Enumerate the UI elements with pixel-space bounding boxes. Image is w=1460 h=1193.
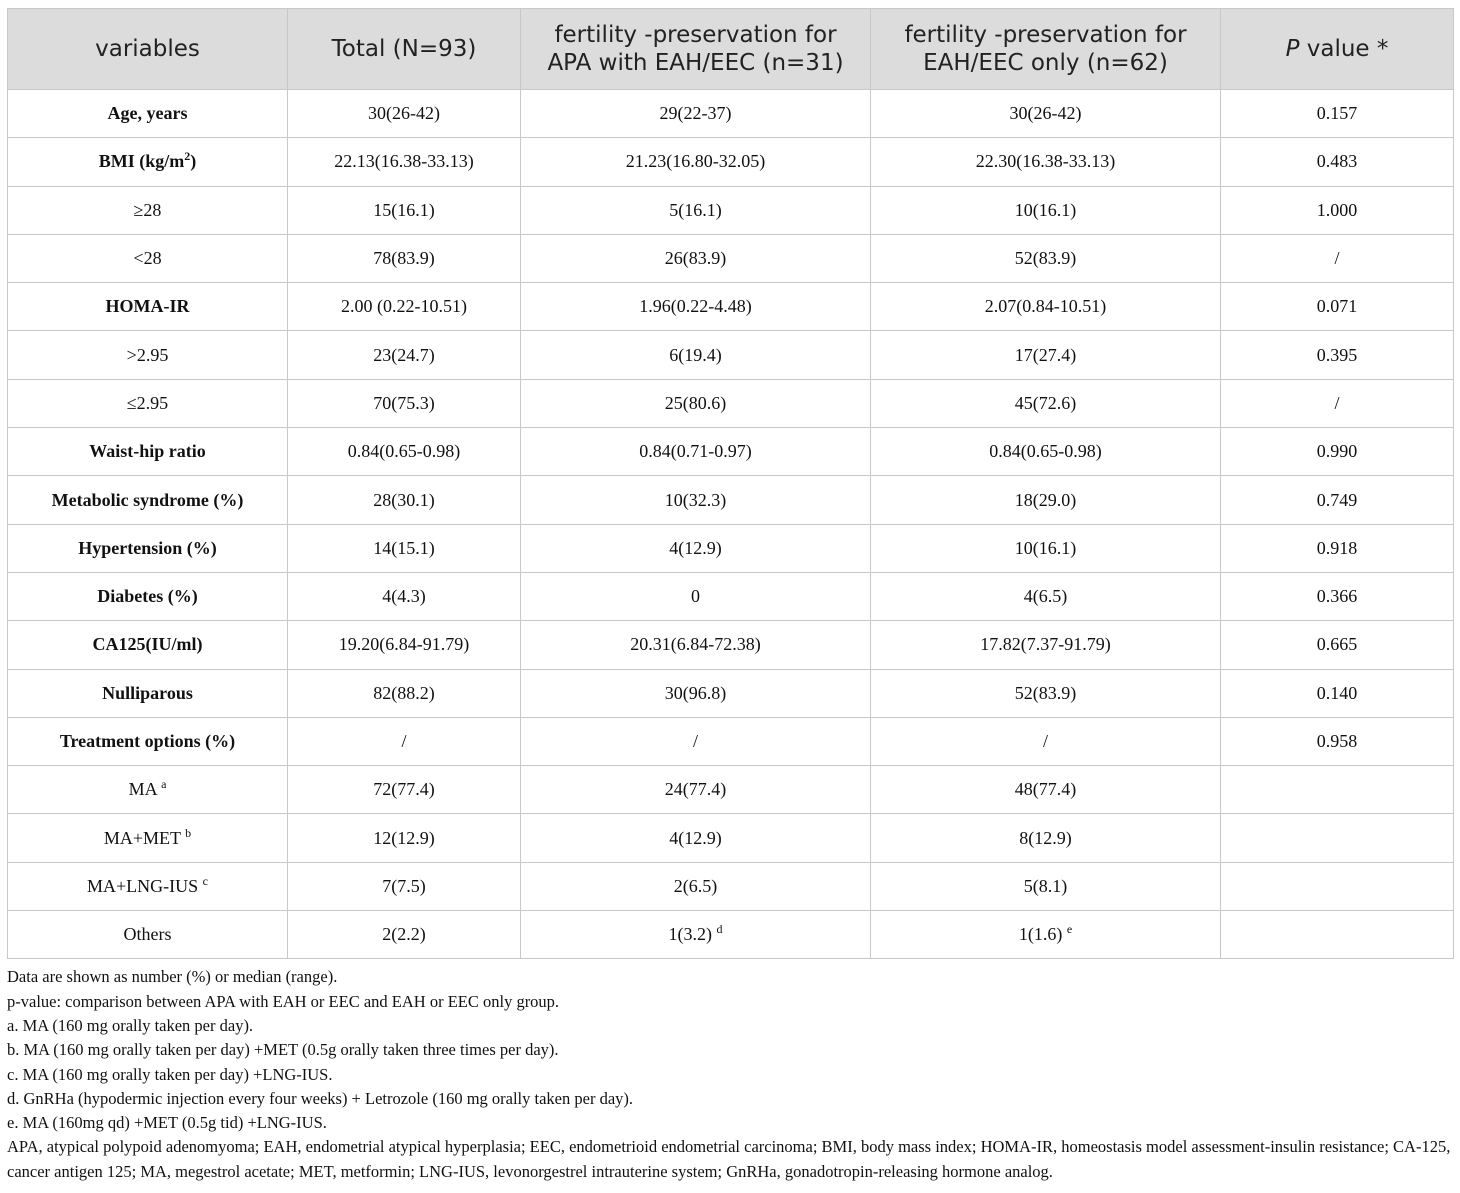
cell-apa-group xyxy=(521,283,871,331)
variable-label: Diabetes (%) xyxy=(97,586,198,607)
cell-variable xyxy=(8,717,288,765)
cell-only-group xyxy=(871,766,1221,814)
variable-superscript: a xyxy=(161,777,167,792)
cell-variable xyxy=(8,911,288,959)
footnote-line: e. MA (160mg qd) +MET (0.5g tid) +LNG-IUS. xyxy=(7,1113,327,1133)
footnote-line: c. MA (160 mg orally taken per day) +LNG-IUS. xyxy=(7,1064,333,1084)
cell-only-group-value: 22.30(16.38-33.13) xyxy=(975,151,1116,172)
variable-label: >2.95 xyxy=(126,344,169,365)
cell-p-value xyxy=(1221,283,1454,331)
cell-apa-group-value: 21.23(16.80-32.05) xyxy=(625,151,766,172)
cell-only-group-value: 52(83.9) xyxy=(1014,682,1077,703)
cell-only-group xyxy=(871,572,1221,620)
cell-apa-group-value: 6(19.4) xyxy=(669,344,722,365)
cell-variable xyxy=(8,186,288,234)
cell-p-value-value: 0.665 xyxy=(1316,634,1358,655)
cell-total-value: 22.13(16.38-33.13) xyxy=(334,151,474,172)
cell-apa-group xyxy=(521,331,871,379)
cell-p-value xyxy=(1221,621,1454,669)
cell-p-value-value: 1.000 xyxy=(1316,199,1358,220)
cell-total-value: 28(30.1) xyxy=(373,489,435,510)
cell-total-value: 14(15.1) xyxy=(373,537,435,558)
variable-superscript: c xyxy=(202,873,208,888)
cell-p-value xyxy=(1221,669,1454,717)
cell-apa-group xyxy=(521,766,871,814)
variable-label: ≥28 xyxy=(133,199,162,220)
cell-variable xyxy=(8,766,288,814)
cell-only-group-value: 18(29.0) xyxy=(1014,489,1077,510)
cell-only-group xyxy=(871,911,1221,959)
cell-apa-group-value: 29(22-37) xyxy=(659,103,732,124)
cell-total xyxy=(288,621,521,669)
table-row xyxy=(8,621,1454,669)
cell-apa-group xyxy=(521,621,871,669)
table-row xyxy=(8,476,1454,524)
cell-variable xyxy=(8,138,288,186)
variable-label: Age, years xyxy=(107,103,188,124)
cell-total xyxy=(288,186,521,234)
cell-p-value xyxy=(1221,911,1454,959)
cell-apa-group-value: 25(80.6) xyxy=(664,392,727,413)
table-row xyxy=(8,862,1454,910)
header-apa-line2: APA with EAH/EEC (n=31) xyxy=(547,50,844,76)
cell-apa-group xyxy=(521,90,871,138)
cell-p-value xyxy=(1221,476,1454,524)
cell-p-value xyxy=(1221,428,1454,476)
cell-total xyxy=(288,379,521,427)
cell-total-value: 72(77.4) xyxy=(373,779,435,800)
cell-only-group-value: 1(1.6) xyxy=(1018,924,1067,945)
header-variables: variables xyxy=(8,9,288,90)
cell-total-value: 4(4.3) xyxy=(382,586,426,607)
cell-p-value xyxy=(1221,862,1454,910)
cell-only-group xyxy=(871,717,1221,765)
cell-only-group xyxy=(871,283,1221,331)
table-container xyxy=(7,8,1453,1184)
header-total: Total (N=93) xyxy=(288,9,521,90)
variable-label: Hypertension (%) xyxy=(78,537,217,558)
cell-apa-group-value: 24(77.4) xyxy=(664,779,727,800)
variable-superscript: b xyxy=(185,825,192,840)
cell-p-value-value: 0.749 xyxy=(1316,489,1358,510)
cell-p-value xyxy=(1221,814,1454,862)
cell-variable xyxy=(8,862,288,910)
cell-variable xyxy=(8,90,288,138)
footnote-line: p-value: comparison between APA with EAH or EEC and EAH or EEC only group. xyxy=(7,991,560,1011)
cell-apa-group-value: 4(12.9) xyxy=(669,827,722,848)
cell-p-value xyxy=(1221,766,1454,814)
cell-total xyxy=(288,717,521,765)
table-row xyxy=(8,428,1454,476)
table-row xyxy=(8,717,1454,765)
cell-p-value-value: 0.140 xyxy=(1316,682,1358,703)
variable-label: Treatment options (%) xyxy=(59,731,236,751)
cell-total-value: 78(83.9) xyxy=(373,248,435,269)
footnote-line: a. MA (160 mg orally taken per day). xyxy=(7,1015,254,1035)
table-row xyxy=(8,766,1454,814)
cell-only-group xyxy=(871,379,1221,427)
footnote-line: Data are shown as number (%) or median (range). xyxy=(7,967,338,987)
cell-apa-group xyxy=(521,234,871,282)
cell-apa-group-superscript: d xyxy=(716,922,723,937)
cell-p-value xyxy=(1221,331,1454,379)
cell-p-value-value: 0.958 xyxy=(1316,731,1358,751)
cell-only-group-value: / xyxy=(1042,731,1048,751)
table-row xyxy=(8,138,1454,186)
cell-only-group xyxy=(871,669,1221,717)
cell-total xyxy=(288,234,521,282)
header-p-italic: P xyxy=(1285,36,1300,62)
cell-apa-group-value: 1(3.2) xyxy=(668,924,717,945)
cell-total-value: / xyxy=(401,731,407,751)
table-row xyxy=(8,814,1454,862)
cell-apa-group-value: 26(83.9) xyxy=(664,248,727,269)
cell-apa-group xyxy=(521,138,871,186)
footnote-line: APA, atypical polypoid adenomyoma; EAH, endometrial atypical hyperplasia; EEC, endometrioid endometrial carcinoma; BMI, body mass index; HOMA-IR, homeostasis model assessment-insulin resistance; CA-125, cancer antigen 125; MA, megestrol acetate; MET, metformin; LNG-IUS, levonorgestrel intrauterine system; GnRHa, gonadotropin-releasing hormone analog. xyxy=(7,1137,1451,1181)
header-p-value xyxy=(1221,9,1454,90)
cell-total-value: 0.84(0.65-0.98) xyxy=(347,441,461,462)
variable-label: Metabolic syndrome (%) xyxy=(51,489,244,510)
cell-only-group-value: 45(72.6) xyxy=(1014,392,1077,413)
variable-label: MA+LNG-IUS xyxy=(87,875,203,896)
cell-p-value-value: / xyxy=(1334,248,1340,269)
cell-apa-group-value: 5(16.1) xyxy=(669,199,722,220)
cell-apa-group xyxy=(521,717,871,765)
cell-apa-group xyxy=(521,669,871,717)
cell-variable xyxy=(8,428,288,476)
header-apa-line1: fertility -preservation for xyxy=(554,22,837,48)
cell-p-value-value: 0.918 xyxy=(1316,537,1358,558)
cell-apa-group-value: 0 xyxy=(691,586,700,607)
cell-only-group-value: 48(77.4) xyxy=(1014,779,1077,800)
cell-apa-group-value: 10(32.3) xyxy=(664,489,727,510)
header-only-line1: fertility -preservation for xyxy=(904,22,1187,48)
cell-p-value-value: 0.395 xyxy=(1316,344,1358,365)
cell-p-value xyxy=(1221,572,1454,620)
cell-total-value: 23(24.7) xyxy=(373,344,435,365)
cell-total xyxy=(288,476,521,524)
cell-p-value-value: 0.157 xyxy=(1316,103,1358,124)
cell-apa-group xyxy=(521,428,871,476)
header-row xyxy=(8,9,1454,90)
variable-label: BMI (kg/m xyxy=(98,151,185,172)
cell-total-value: 7(7.5) xyxy=(382,875,426,896)
variable-label: ≤2.95 xyxy=(126,392,169,413)
cell-variable xyxy=(8,621,288,669)
cell-variable xyxy=(8,669,288,717)
cell-p-value xyxy=(1221,379,1454,427)
table-footnotes xyxy=(7,965,1453,1184)
table-row xyxy=(8,186,1454,234)
cell-total xyxy=(288,911,521,959)
cell-variable xyxy=(8,331,288,379)
cell-apa-group xyxy=(521,862,871,910)
cell-only-group-value: 8(12.9) xyxy=(1019,827,1072,848)
footnote-line: b. MA (160 mg orally taken per day) +MET (0.5g orally taken three times per day). xyxy=(7,1040,559,1060)
cell-only-group-value: 0.84(0.65-0.98) xyxy=(989,441,1102,462)
table-row xyxy=(8,331,1454,379)
header-p-rest: value * xyxy=(1299,36,1389,62)
variable-label: HOMA-IR xyxy=(105,296,190,317)
cell-total xyxy=(288,524,521,572)
cell-total-value: 15(16.1) xyxy=(373,199,435,220)
header-only-group xyxy=(871,9,1221,90)
cell-variable xyxy=(8,283,288,331)
table-body xyxy=(8,90,1454,959)
cell-p-value xyxy=(1221,186,1454,234)
cell-total-value: 30(26-42) xyxy=(368,103,440,124)
cell-only-group-value: 4(6.5) xyxy=(1023,586,1068,607)
cell-variable xyxy=(8,572,288,620)
cell-p-value-value: 0.071 xyxy=(1316,296,1358,317)
cell-only-group xyxy=(871,621,1221,669)
cell-only-group-value: 17.82(7.37-91.79) xyxy=(980,634,1111,655)
cell-total-value: 12(12.9) xyxy=(373,827,435,848)
cell-p-value-value: / xyxy=(1334,392,1340,413)
variable-label: <28 xyxy=(133,248,162,269)
cell-p-value xyxy=(1221,90,1454,138)
cell-total-value: 82(88.2) xyxy=(373,682,435,703)
cell-apa-group xyxy=(521,572,871,620)
cell-p-value xyxy=(1221,717,1454,765)
cell-only-group xyxy=(871,428,1221,476)
cell-total xyxy=(288,331,521,379)
cell-total xyxy=(288,814,521,862)
variable-label: Waist-hip ratio xyxy=(89,441,206,462)
cell-variable xyxy=(8,476,288,524)
variable-label: Nulliparous xyxy=(102,682,193,703)
data-table xyxy=(7,8,1454,959)
cell-total-value: 70(75.3) xyxy=(373,392,435,413)
cell-total xyxy=(288,572,521,620)
cell-only-group xyxy=(871,186,1221,234)
cell-p-value xyxy=(1221,524,1454,572)
cell-only-group-value: 2.07(0.84-10.51) xyxy=(984,296,1107,317)
cell-p-value-value: 0.366 xyxy=(1316,586,1358,607)
cell-apa-group xyxy=(521,379,871,427)
cell-apa-group xyxy=(521,814,871,862)
table-row xyxy=(8,234,1454,282)
cell-total-value: 2(2.2) xyxy=(382,924,426,945)
variable-label-tail: ) xyxy=(190,151,197,172)
cell-apa-group-value: 2(6.5) xyxy=(673,875,718,896)
table-row xyxy=(8,911,1454,959)
cell-only-group xyxy=(871,476,1221,524)
variable-label: MA+MET xyxy=(103,827,186,848)
cell-only-group-superscript: e xyxy=(1066,922,1073,937)
cell-apa-group-value: 4(12.9) xyxy=(669,537,722,558)
header-only-line2: EAH/EEC only (n=62) xyxy=(923,50,1168,76)
cell-total-value: 19.20(6.84-91.79) xyxy=(338,634,470,655)
cell-only-group xyxy=(871,862,1221,910)
variable-label: Others xyxy=(123,924,172,945)
cell-total xyxy=(288,428,521,476)
cell-apa-group-value: 0.84(0.71-0.97) xyxy=(639,441,752,462)
header-apa-group xyxy=(521,9,871,90)
table-row xyxy=(8,379,1454,427)
cell-total-value: 2.00 (0.22-10.51) xyxy=(341,296,467,317)
cell-apa-group xyxy=(521,186,871,234)
cell-only-group-value: 10(16.1) xyxy=(1014,199,1077,220)
cell-variable xyxy=(8,814,288,862)
variable-superscript: 2 xyxy=(184,149,191,164)
cell-variable xyxy=(8,379,288,427)
cell-apa-group-value: 20.31(6.84-72.38) xyxy=(630,634,761,655)
cell-apa-group-value: 1.96(0.22-4.48) xyxy=(639,296,752,317)
cell-apa-group xyxy=(521,911,871,959)
cell-p-value-value: 0.483 xyxy=(1316,151,1358,172)
cell-p-value xyxy=(1221,138,1454,186)
table-row xyxy=(8,524,1454,572)
variable-label: MA xyxy=(128,779,162,800)
cell-apa-group xyxy=(521,524,871,572)
cell-apa-group-value: 30(96.8) xyxy=(664,682,727,703)
cell-only-group-value: 52(83.9) xyxy=(1014,248,1077,269)
cell-only-group-value: 10(16.1) xyxy=(1014,537,1077,558)
variable-label: CA125(IU/ml) xyxy=(92,634,203,655)
cell-apa-group xyxy=(521,476,871,524)
cell-apa-group-value: / xyxy=(692,731,698,751)
cell-only-group-value: 5(8.1) xyxy=(1023,875,1068,896)
cell-only-group xyxy=(871,331,1221,379)
cell-p-value xyxy=(1221,234,1454,282)
table-row xyxy=(8,669,1454,717)
cell-p-value-value: 0.990 xyxy=(1316,441,1358,462)
cell-total xyxy=(288,283,521,331)
cell-total xyxy=(288,766,521,814)
cell-total xyxy=(288,138,521,186)
cell-total xyxy=(288,669,521,717)
footnote-line: d. GnRHa (hypodermic injection every four weeks) + Letrozole (160 mg orally taken per day). xyxy=(7,1088,634,1108)
table-row xyxy=(8,90,1454,138)
cell-only-group-value: 30(26-42) xyxy=(1009,103,1082,124)
table-row xyxy=(8,283,1454,331)
cell-only-group xyxy=(871,90,1221,138)
table-row xyxy=(8,572,1454,620)
cell-only-group xyxy=(871,524,1221,572)
cell-only-group xyxy=(871,814,1221,862)
cell-only-group xyxy=(871,234,1221,282)
cell-variable xyxy=(8,234,288,282)
cell-total xyxy=(288,862,521,910)
cell-variable xyxy=(8,524,288,572)
cell-only-group-value: 17(27.4) xyxy=(1014,344,1077,365)
cell-only-group xyxy=(871,138,1221,186)
cell-total xyxy=(288,90,521,138)
